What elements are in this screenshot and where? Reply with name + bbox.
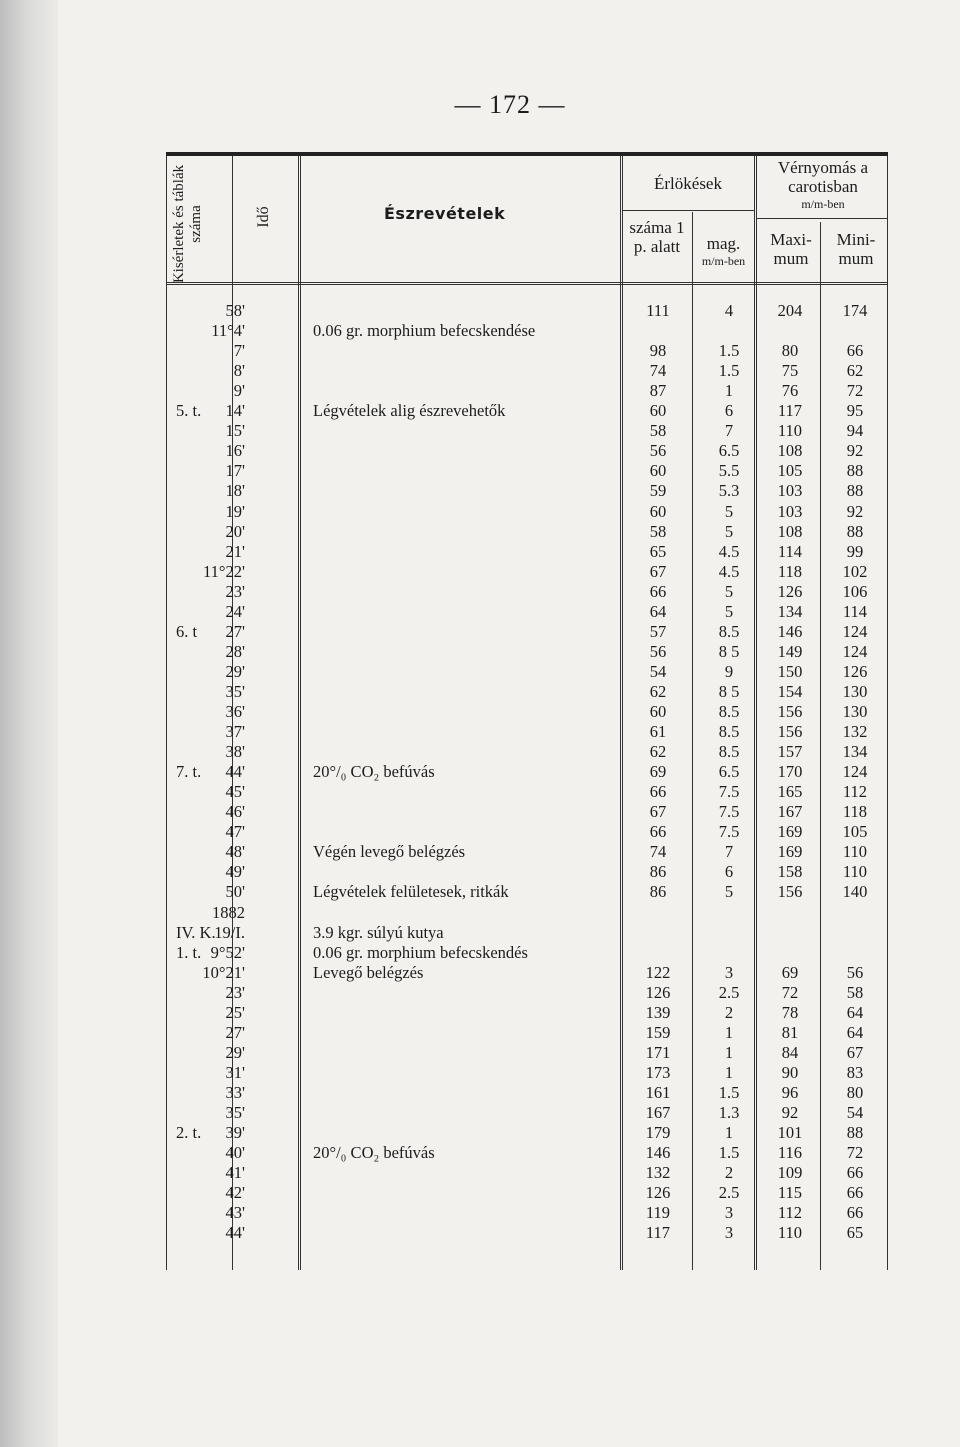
time-cell: 42' xyxy=(225,1183,245,1203)
beat-magnitude-cell: 7 xyxy=(724,842,734,862)
beat-magnitude-cell: 5 xyxy=(724,501,734,521)
beat-count-cell: 173 xyxy=(645,1062,671,1082)
time-cell: 41' xyxy=(225,1163,245,1183)
pressure-min-cell: 64 xyxy=(846,1002,864,1022)
beat-count-cell: 61 xyxy=(649,722,667,742)
time-cell: 7' xyxy=(233,341,245,361)
pressure-min-cell: 130 xyxy=(842,702,868,721)
experiment-cell: IV. K. xyxy=(176,922,216,942)
beat-count-cell: 56 xyxy=(649,441,667,461)
beat-magnitude-cell: 3 xyxy=(724,1223,734,1243)
pressure-min-cell: 114 xyxy=(842,601,868,621)
beat-magnitude-cell: 7.5 xyxy=(718,802,740,822)
table-row xyxy=(0,1043,900,1063)
beat-magnitude-cell: 8.5 xyxy=(718,702,740,721)
pressure-min-cell: 88 xyxy=(846,1123,864,1143)
observation-cell: Levegő belégzés xyxy=(313,962,424,982)
beat-count-cell: 126 xyxy=(645,1183,671,1203)
header-bottom-rule xyxy=(166,282,888,289)
beat-count-cell: 60 xyxy=(649,461,667,481)
pressure-max-cell: 90 xyxy=(781,1062,799,1082)
time-cell: 31' xyxy=(225,1062,245,1082)
beat-count-cell: 59 xyxy=(649,481,667,501)
table-row xyxy=(0,401,900,421)
table-row xyxy=(0,1083,900,1103)
pressure-max-cell: 72 xyxy=(781,982,799,1002)
table-row xyxy=(0,1203,900,1223)
table-row xyxy=(0,1183,900,1203)
time-cell: 20' xyxy=(225,521,245,541)
beat-count-cell: 60 xyxy=(649,702,667,721)
pressure-max-cell: 84 xyxy=(781,1042,799,1062)
pressure-min-cell: 54 xyxy=(846,1103,864,1122)
beat-count-cell: 58 xyxy=(649,521,667,541)
time-cell: 27' xyxy=(225,621,245,641)
beat-count-cell: 117 xyxy=(645,1223,671,1243)
time-cell: 38' xyxy=(225,742,245,762)
beat-count-cell: 62 xyxy=(649,681,667,701)
beat-count-cell: 56 xyxy=(649,641,667,661)
pressure-min-cell: 66 xyxy=(846,1163,864,1183)
pressure-max-cell: 149 xyxy=(777,641,803,661)
beat-magnitude-cell: 6.5 xyxy=(718,441,740,461)
pressure-max-cell: 103 xyxy=(777,481,803,501)
pressure-min-cell: 105 xyxy=(842,822,868,842)
beat-count-cell: 54 xyxy=(649,661,667,681)
pressure-min-cell: 66 xyxy=(846,341,864,361)
table-row xyxy=(0,822,900,842)
beat-magnitude-cell: 1 xyxy=(724,1062,734,1082)
pressure-max-cell: 116 xyxy=(777,1143,803,1163)
table-row xyxy=(0,722,900,742)
pressure-min-cell: 88 xyxy=(846,481,864,501)
table-row xyxy=(0,842,900,862)
beat-magnitude-cell: 4.5 xyxy=(718,561,740,581)
time-cell: 36' xyxy=(225,702,245,721)
beat-magnitude-cell: 6 xyxy=(724,401,734,421)
table-row xyxy=(0,461,900,481)
pressure-max-cell: 117 xyxy=(777,401,803,421)
time-cell: 23' xyxy=(225,581,245,601)
pressure-min-cell: 112 xyxy=(842,782,868,802)
rule-beats-subheader xyxy=(622,210,754,211)
pressure-max-cell: 108 xyxy=(777,441,803,461)
experiment-cell: 2. t. xyxy=(176,1123,202,1143)
header-pressure-max: Maxi- mum xyxy=(770,230,812,268)
beat-magnitude-cell: 5 xyxy=(724,882,734,902)
table-row xyxy=(0,702,900,722)
pressure-max-cell: 146 xyxy=(777,621,803,641)
beat-magnitude-cell: 8 5 xyxy=(718,641,740,661)
beat-magnitude-cell: 2.5 xyxy=(718,1183,740,1203)
beat-count-cell: 57 xyxy=(649,621,667,641)
observation-cell: 20°/₀ CO₂ befúvás xyxy=(313,762,435,782)
beat-magnitude-cell: 2.5 xyxy=(718,982,740,1002)
pressure-min-cell: 174 xyxy=(842,301,868,320)
beat-magnitude-cell: 2 xyxy=(724,1002,734,1022)
beat-count-cell: 139 xyxy=(645,1002,671,1022)
beat-count-cell: 74 xyxy=(649,842,667,862)
beat-count-cell: 159 xyxy=(645,1022,671,1042)
pressure-max-cell: 110 xyxy=(777,421,803,441)
time-cell: 45' xyxy=(225,782,245,802)
beat-magnitude-cell: 8.5 xyxy=(718,722,740,742)
time-cell: 39' xyxy=(225,1123,245,1143)
pressure-min-cell: 72 xyxy=(846,1143,864,1163)
time-cell: 48' xyxy=(225,842,245,862)
pressure-max-cell: 109 xyxy=(777,1163,803,1183)
beat-magnitude-cell: 5 xyxy=(724,521,734,541)
pressure-min-cell: 66 xyxy=(846,1203,864,1223)
beat-magnitude-cell: 1.5 xyxy=(718,361,740,381)
beat-magnitude-cell: 1.3 xyxy=(718,1103,740,1122)
beat-count-cell: 111 xyxy=(646,301,670,320)
pressure-min-cell: 124 xyxy=(842,762,868,782)
time-cell: 15' xyxy=(225,421,245,441)
table-row xyxy=(0,903,900,923)
experiment-cell: 1. t. xyxy=(176,942,202,962)
time-cell: 24' xyxy=(225,601,245,621)
beat-magnitude-cell: 7.5 xyxy=(718,782,740,802)
beat-magnitude-cell: 1.5 xyxy=(718,1082,740,1102)
pressure-min-cell: 88 xyxy=(846,521,864,541)
beat-magnitude-cell: 8.5 xyxy=(718,621,740,641)
pressure-min-cell: 134 xyxy=(842,742,868,762)
pressure-min-cell: 92 xyxy=(846,501,864,521)
pressure-min-cell: 62 xyxy=(846,361,864,381)
table-row xyxy=(0,582,900,602)
beat-count-cell: 66 xyxy=(649,822,667,842)
pressure-min-cell: 64 xyxy=(846,1022,864,1042)
table-row xyxy=(0,522,900,542)
time-cell: 44' xyxy=(225,762,245,782)
table-row xyxy=(0,1103,900,1123)
pressure-max-cell: 78 xyxy=(781,1002,799,1022)
pressure-min-cell: 140 xyxy=(842,882,868,902)
beat-count-cell: 179 xyxy=(645,1123,671,1143)
pressure-max-cell: 96 xyxy=(781,1082,799,1102)
beat-count-cell: 146 xyxy=(645,1143,671,1163)
pressure-min-cell: 66 xyxy=(846,1183,864,1203)
pressure-max-cell: 101 xyxy=(777,1123,803,1143)
time-cell: 18' xyxy=(225,481,245,501)
time-cell: 1882 xyxy=(212,902,245,922)
pressure-max-cell: 134 xyxy=(777,601,803,621)
time-cell: 17' xyxy=(225,461,245,481)
pressure-max-cell: 108 xyxy=(777,521,803,541)
pressure-max-cell: 103 xyxy=(777,501,803,521)
pressure-min-cell: 92 xyxy=(846,441,864,461)
beat-count-cell: 167 xyxy=(645,1103,671,1122)
pressure-max-cell: 150 xyxy=(777,661,803,681)
beat-magnitude-cell: 1.5 xyxy=(718,1143,740,1163)
observation-cell: 0.06 gr. morphium befecskendése xyxy=(313,321,536,341)
header-pressure-unit: m/m-ben xyxy=(801,197,845,211)
header-pressure-min: Mini- mum xyxy=(836,230,876,268)
pressure-max-cell: 170 xyxy=(777,762,803,782)
observation-cell: 0.06 gr. morphium befecskendés xyxy=(313,942,528,962)
pressure-min-cell: 124 xyxy=(842,641,868,661)
time-cell: 29' xyxy=(225,661,245,681)
table-row xyxy=(0,1023,900,1043)
pressure-min-cell: 94 xyxy=(846,421,864,441)
beat-count-cell: 119 xyxy=(645,1203,671,1223)
pressure-max-cell: 156 xyxy=(777,882,803,902)
header-beats-group: Érlökések xyxy=(654,174,722,193)
table-row xyxy=(0,662,900,682)
beat-count-cell: 60 xyxy=(649,401,667,421)
table-row xyxy=(0,682,900,702)
pressure-max-cell: 69 xyxy=(781,962,799,982)
table-row xyxy=(0,963,900,983)
beat-count-cell: 87 xyxy=(649,381,667,401)
beat-count-cell: 60 xyxy=(649,501,667,521)
pressure-max-cell: 118 xyxy=(777,561,803,581)
time-cell: 29' xyxy=(225,1042,245,1062)
beat-count-cell: 122 xyxy=(645,962,671,982)
beat-magnitude-cell: 3 xyxy=(724,962,734,982)
time-cell: 10°21' xyxy=(202,962,245,982)
rule-pressure-subheader xyxy=(756,218,887,219)
beat-count-cell: 161 xyxy=(645,1082,671,1102)
table-row xyxy=(0,642,900,662)
table-top-rule xyxy=(166,152,888,156)
time-cell: 35' xyxy=(225,1103,245,1122)
beat-count-cell: 98 xyxy=(649,341,667,361)
header-pressure-group: Vérnyomás a carotisban xyxy=(777,158,869,196)
observation-cell: Légvételek alig észrevehetők xyxy=(313,401,506,421)
experiment-cell: 7. t. xyxy=(176,762,202,782)
table-row xyxy=(0,361,900,381)
pressure-min-cell: 56 xyxy=(846,962,864,982)
time-cell: 19/I. xyxy=(214,922,245,942)
pressure-max-cell: 114 xyxy=(777,541,803,561)
beat-magnitude-cell: 6.5 xyxy=(718,762,740,782)
observation-cell: Légvételek felületesek, ritkák xyxy=(313,882,509,902)
beat-count-cell: 74 xyxy=(649,361,667,381)
beat-count-cell: 66 xyxy=(649,782,667,802)
pressure-max-cell: 167 xyxy=(777,802,803,822)
pressure-min-cell: 132 xyxy=(842,722,868,742)
pressure-min-cell: 110 xyxy=(842,862,868,882)
beat-count-cell: 62 xyxy=(649,742,667,762)
time-cell: 33' xyxy=(225,1082,245,1102)
beat-magnitude-cell: 1.5 xyxy=(718,341,740,361)
beat-magnitude-cell: 4.5 xyxy=(718,541,740,561)
beat-magnitude-cell: 1 xyxy=(724,1042,734,1062)
pressure-max-cell: 156 xyxy=(777,722,803,742)
table-row xyxy=(0,882,900,902)
pressure-min-cell: 72 xyxy=(846,381,864,401)
beat-magnitude-cell: 4 xyxy=(724,301,734,320)
time-cell: 35' xyxy=(225,681,245,701)
pressure-min-cell: 124 xyxy=(842,621,868,641)
pressure-max-cell: 157 xyxy=(777,742,803,762)
table-row xyxy=(0,602,900,622)
header-experiment: Kisérletek és táblák száma xyxy=(171,164,204,284)
experiment-cell: 6. t xyxy=(176,621,198,641)
pressure-min-cell: 95 xyxy=(846,401,864,421)
observation-cell: Végén levegő belégzés xyxy=(313,842,466,862)
table-row xyxy=(0,481,900,501)
header-beats-count: száma 1 p. alatt xyxy=(629,218,685,256)
beat-count-cell: 171 xyxy=(645,1042,671,1062)
beat-count-cell: 86 xyxy=(649,882,667,902)
time-cell: 19' xyxy=(225,501,245,521)
pressure-min-cell: 67 xyxy=(846,1042,864,1062)
pressure-max-cell: 156 xyxy=(777,702,803,721)
time-cell: 46' xyxy=(225,802,245,822)
pressure-min-cell: 110 xyxy=(842,842,868,862)
pressure-max-cell: 115 xyxy=(777,1183,803,1203)
beat-count-cell: 67 xyxy=(649,561,667,581)
pressure-max-cell: 75 xyxy=(781,361,799,381)
time-cell: 9°52' xyxy=(210,942,245,962)
pressure-max-cell: 126 xyxy=(777,581,803,601)
beat-magnitude-cell: 3 xyxy=(724,1203,734,1223)
pressure-max-cell: 110 xyxy=(777,1223,803,1243)
table-row xyxy=(0,421,900,441)
time-cell: 11°22' xyxy=(203,561,245,581)
header-time: Idő xyxy=(255,206,272,228)
pressure-min-cell: 65 xyxy=(846,1223,864,1243)
pressure-max-cell: 204 xyxy=(777,301,803,320)
time-cell: 43' xyxy=(225,1203,245,1223)
beat-magnitude-cell: 5 xyxy=(724,581,734,601)
table-row xyxy=(0,862,900,882)
time-cell: 23' xyxy=(225,982,245,1002)
time-cell: 27' xyxy=(225,1022,245,1042)
beat-count-cell: 58 xyxy=(649,421,667,441)
beat-magnitude-cell: 1 xyxy=(724,1022,734,1042)
time-cell: 50' xyxy=(225,882,245,902)
time-cell: 58' xyxy=(225,301,245,320)
pressure-min-cell: 126 xyxy=(842,661,868,681)
table-row xyxy=(0,1003,900,1023)
time-cell: 9' xyxy=(233,381,245,401)
beat-count-cell: 64 xyxy=(649,601,667,621)
table-row xyxy=(0,562,900,582)
pressure-min-cell: 118 xyxy=(842,802,868,822)
table-row xyxy=(0,502,900,522)
beat-count-cell: 65 xyxy=(649,541,667,561)
pressure-max-cell: 80 xyxy=(781,341,799,361)
pressure-max-cell: 158 xyxy=(777,862,803,882)
table-row xyxy=(0,802,900,822)
table-row xyxy=(0,762,900,782)
header-beats-magnitude-unit: m/m-ben xyxy=(701,254,746,268)
observation-cell: 20°/₀ CO₂ befúvás xyxy=(313,1143,435,1163)
table-row xyxy=(0,542,900,562)
time-cell: 25' xyxy=(225,1002,245,1022)
beat-count-cell: 67 xyxy=(649,802,667,822)
table-row xyxy=(0,321,900,341)
pressure-min-cell: 99 xyxy=(846,541,864,561)
beat-magnitude-cell: 5.5 xyxy=(718,461,740,481)
time-cell: 40' xyxy=(225,1143,245,1163)
pressure-min-cell: 106 xyxy=(842,581,868,601)
table-row xyxy=(0,782,900,802)
table-row xyxy=(0,341,900,361)
pressure-max-cell: 154 xyxy=(777,681,803,701)
time-cell: 16' xyxy=(225,441,245,461)
pressure-max-cell: 169 xyxy=(777,842,803,862)
table-row xyxy=(0,381,900,401)
beat-magnitude-cell: 5 xyxy=(724,601,734,621)
pressure-max-cell: 169 xyxy=(777,822,803,842)
pressure-max-cell: 112 xyxy=(777,1203,803,1223)
beat-count-cell: 86 xyxy=(649,862,667,882)
table-row xyxy=(0,742,900,762)
time-cell: 21' xyxy=(225,541,245,561)
pressure-max-cell: 81 xyxy=(781,1022,799,1042)
table-row xyxy=(0,622,900,642)
time-cell: 44' xyxy=(225,1223,245,1243)
beat-count-cell: 126 xyxy=(645,982,671,1002)
table-row xyxy=(0,1063,900,1083)
table-row xyxy=(0,1123,900,1143)
pressure-min-cell: 83 xyxy=(846,1062,864,1082)
table-row xyxy=(0,943,900,963)
pressure-max-cell: 105 xyxy=(777,461,803,481)
beat-magnitude-cell: 1 xyxy=(724,1123,734,1143)
table-row xyxy=(0,441,900,461)
pressure-max-cell: 165 xyxy=(777,782,803,802)
time-cell: 28' xyxy=(225,641,245,661)
beat-magnitude-cell: 2 xyxy=(724,1163,734,1183)
table-row xyxy=(0,1223,900,1243)
beat-magnitude-cell: 6 xyxy=(724,862,734,882)
pressure-max-cell: 92 xyxy=(781,1103,799,1122)
time-cell: 14' xyxy=(225,401,245,421)
table-row xyxy=(0,1163,900,1183)
pressure-min-cell: 102 xyxy=(842,561,868,581)
beat-magnitude-cell: 7 xyxy=(724,421,734,441)
table-row xyxy=(0,301,900,321)
header-beats-magnitude: mag. xyxy=(706,234,741,253)
time-cell: 47' xyxy=(225,822,245,842)
beat-magnitude-cell: 8.5 xyxy=(718,742,740,762)
header-observations: Észrevételek xyxy=(384,204,506,223)
table-row xyxy=(0,983,900,1003)
beat-magnitude-cell: 1 xyxy=(724,381,734,401)
pressure-min-cell: 88 xyxy=(846,461,864,481)
pressure-min-cell: 130 xyxy=(842,681,868,701)
page-number: — 172 — xyxy=(454,90,566,119)
experiment-cell: 5. t. xyxy=(176,401,202,421)
time-cell: 37' xyxy=(225,722,245,742)
beat-count-cell: 132 xyxy=(645,1163,671,1183)
beat-magnitude-cell: 8 5 xyxy=(718,681,740,701)
beat-magnitude-cell: 5.3 xyxy=(718,481,740,501)
observation-cell: 3.9 kgr. súlyú kutya xyxy=(313,922,444,942)
pressure-min-cell: 58 xyxy=(846,982,864,1002)
pressure-min-cell: 80 xyxy=(846,1082,864,1102)
table-row xyxy=(0,923,900,943)
beat-count-cell: 69 xyxy=(649,762,667,782)
table-row xyxy=(0,1143,900,1163)
time-cell: 49' xyxy=(225,862,245,882)
pressure-max-cell: 76 xyxy=(781,381,799,401)
beat-magnitude-cell: 9 xyxy=(724,661,734,681)
beat-count-cell: 66 xyxy=(649,581,667,601)
time-cell: 11°4' xyxy=(211,321,245,341)
time-cell: 8' xyxy=(233,361,245,381)
beat-magnitude-cell: 7.5 xyxy=(718,822,740,842)
